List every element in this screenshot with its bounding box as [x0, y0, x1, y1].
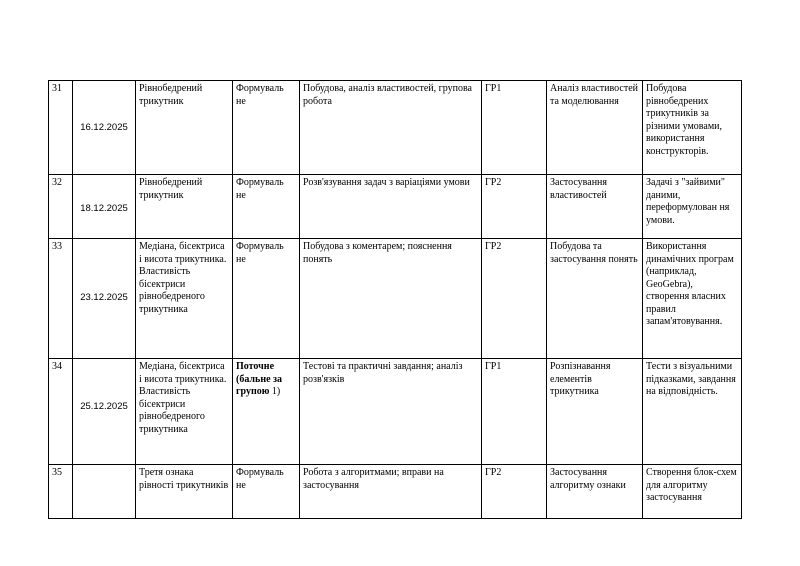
adaptation: Задачі з "зайвими" даними, переформулован ня умови. — [643, 175, 742, 239]
group-code: ГР2 — [482, 465, 547, 519]
learning-activity: Розв'язування задач з варіаціями умови — [300, 175, 482, 239]
lesson-topic: Медіана, бісектриса і висота трикутника. Властивість бісектриси рівнобедреного трикутника — [136, 239, 233, 359]
lesson-date-cell — [73, 239, 136, 359]
skills: Аналіз властивостей та моделювання — [547, 81, 643, 175]
group-code: ГР1 — [482, 81, 547, 175]
group-code: ГР2 — [482, 175, 547, 239]
assessment-label: Формуваль не — [236, 83, 284, 107]
learning-activity: Робота з алгоритмами; вправи на застосування — [300, 465, 482, 519]
group-code: ГР1 — [482, 359, 547, 465]
adaptation: Побудова рівнобедрених трикутників за різними умовами, використання конструкторів. — [643, 81, 742, 175]
lesson-topic: Медіана, бісектриса і висота трикутника. Властивість бісектриси рівнобедреного трикутника — [136, 359, 233, 465]
learning-activity: Побудова, аналіз властивостей, групова робота — [300, 81, 482, 175]
table-row — [49, 465, 742, 519]
lesson-number: 32 — [49, 175, 73, 239]
lesson-date-cell — [73, 81, 136, 175]
lesson-date: 25.12.2025 — [80, 401, 128, 412]
group-code: ГР2 — [482, 239, 547, 359]
assessment-note: 1) — [269, 386, 281, 397]
assessment-type — [233, 359, 300, 465]
lesson-date-cell — [73, 175, 136, 239]
assessment-type — [233, 239, 300, 359]
learning-activity: Побудова з коментарем; пояснення понять — [300, 239, 482, 359]
skills: Розпізнавання елементів трикутника — [547, 359, 643, 465]
lesson-number: 31 — [49, 81, 73, 175]
table-row — [49, 239, 742, 359]
lesson-topic: Рівнобедрений трикутник — [136, 175, 233, 239]
assessment-label: Формуваль не — [236, 467, 284, 491]
table-row — [49, 359, 742, 465]
adaptation: Тести з візуальними підказками, завдання на відповідність. — [643, 359, 742, 465]
lesson-date-cell — [73, 359, 136, 465]
assessment-type — [233, 465, 300, 519]
lesson-date: 18.12.2025 — [80, 203, 128, 214]
lesson-number: 35 — [49, 465, 73, 519]
lesson-date-cell — [73, 465, 136, 519]
lesson-topic: Рівнобедрений трикутник — [136, 81, 233, 175]
skills: Застосування властивостей — [547, 175, 643, 239]
lesson-number: 34 — [49, 359, 73, 465]
assessment-type — [233, 81, 300, 175]
lesson-number: 33 — [49, 239, 73, 359]
lesson-date: 23.12.2025 — [80, 292, 128, 303]
adaptation: Використання динамічних програм (наприклад, GeoGebra), створення власних правил запам'ятовування. — [643, 239, 742, 359]
assessment-label: Формуваль не — [236, 241, 284, 265]
learning-activity: Тестові та практичні завдання; аналіз розв'язків — [300, 359, 482, 465]
assessment-label: Поточне (бальне за групою — [236, 361, 283, 397]
adaptation: Створення блок-схем для алгоритму застосування — [643, 465, 742, 519]
table-row — [49, 81, 742, 175]
lesson-plan-table — [48, 80, 742, 519]
table-row — [49, 175, 742, 239]
lesson-topic: Третя ознака рівності трикутників — [136, 465, 233, 519]
assessment-label: Формуваль не — [236, 177, 284, 201]
skills: Застосування алгоритму ознаки — [547, 465, 643, 519]
assessment-type — [233, 175, 300, 239]
lesson-date: 16.12.2025 — [80, 122, 128, 133]
skills: Побудова та застосування понять — [547, 239, 643, 359]
